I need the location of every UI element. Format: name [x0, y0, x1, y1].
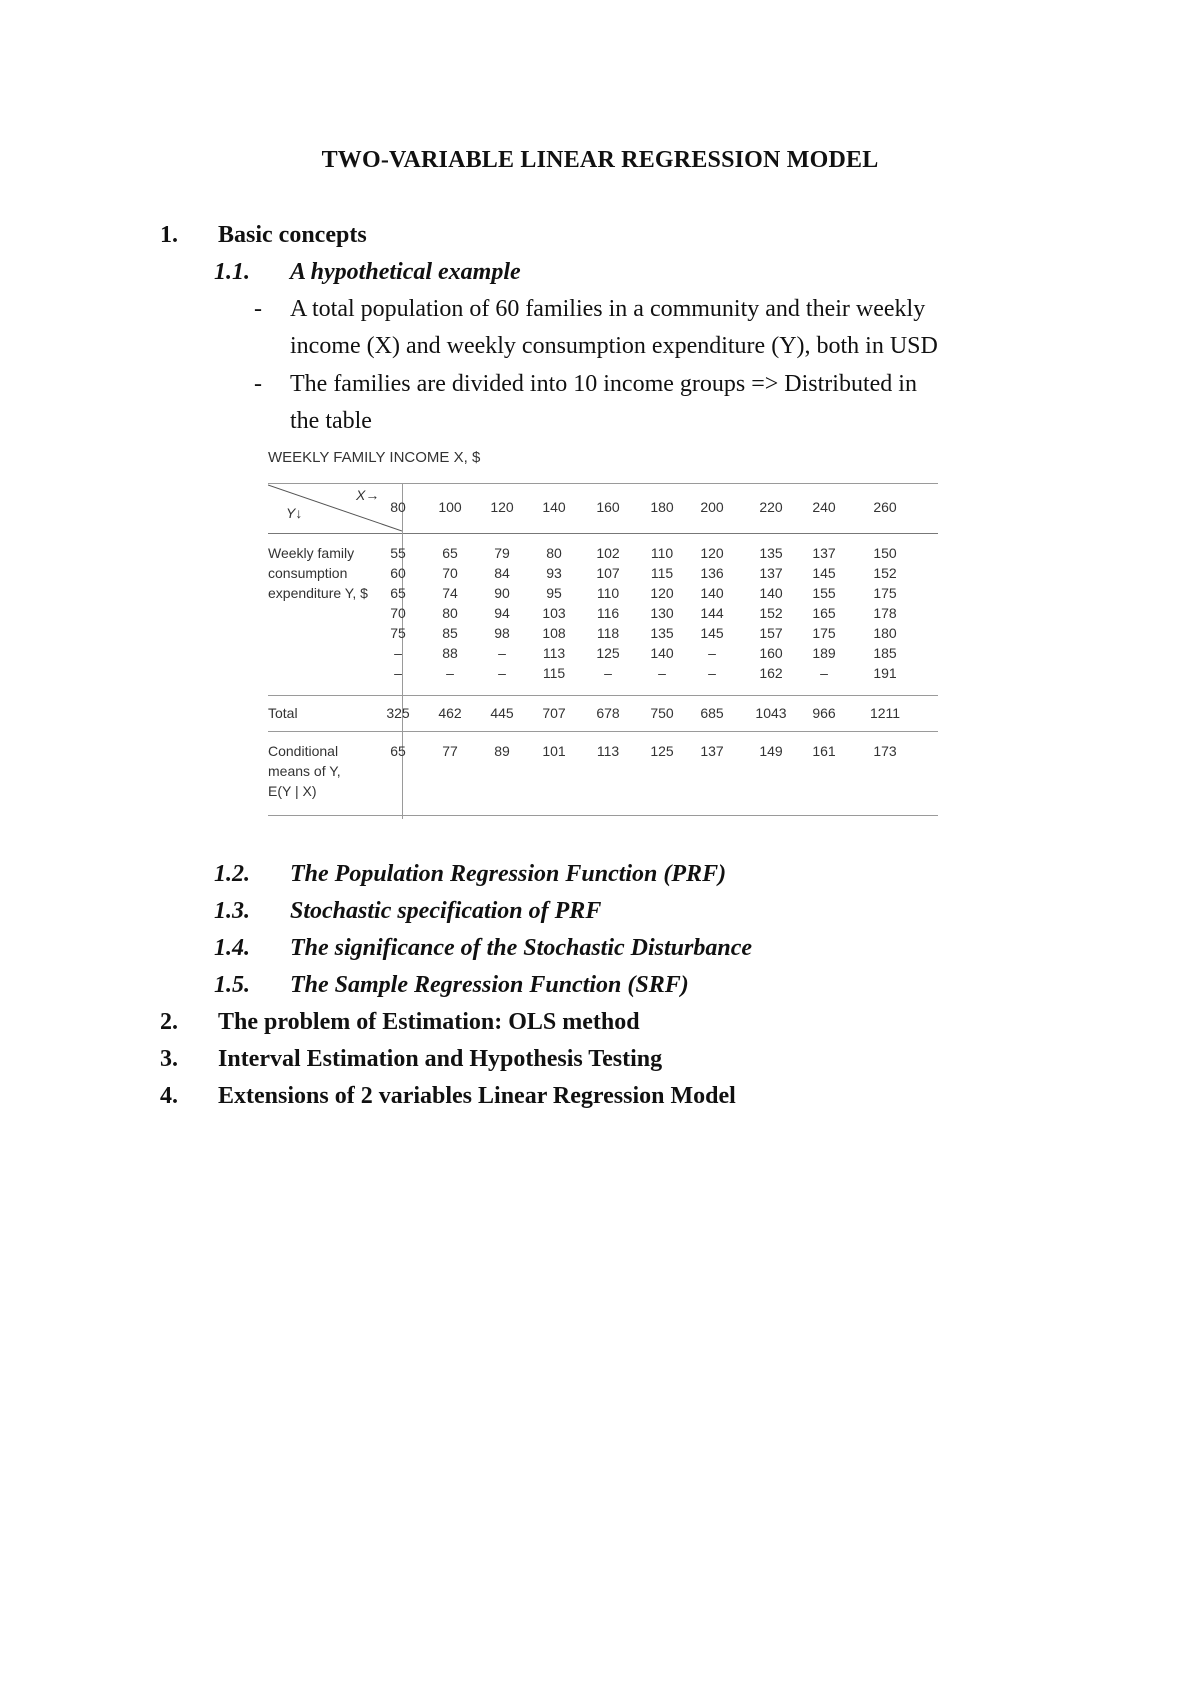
- expenditure-cell: 102: [596, 545, 620, 561]
- subsection-number: 1.1.: [214, 259, 250, 285]
- expenditure-cell: 93: [546, 565, 562, 581]
- total-cell: 445: [490, 705, 514, 721]
- section-number: 3.: [160, 1046, 178, 1072]
- expenditure-row-label: [268, 543, 368, 603]
- expenditure-cell: 65: [390, 585, 406, 601]
- expenditure-cell: –: [604, 665, 612, 681]
- expenditure-cell: 155: [812, 585, 836, 601]
- expenditure-cell: 175: [812, 625, 836, 641]
- expenditure-cell: 115: [542, 665, 566, 681]
- subsection-number: 1.2.: [214, 861, 250, 887]
- row-label-line: Conditional: [268, 743, 339, 759]
- section-label: Interval Estimation and Hypothesis Testing: [218, 1046, 663, 1072]
- income-cell: 140: [542, 499, 566, 515]
- income-cell: 220: [759, 499, 783, 515]
- total-cell: 462: [438, 705, 462, 721]
- expenditure-cell: 80: [442, 605, 458, 621]
- expenditure-cell: 136: [700, 565, 724, 581]
- total-cell: 1043: [755, 705, 787, 721]
- expenditure-cell: 120: [700, 545, 724, 561]
- subsection-label: The Sample Regression Function (SRF): [290, 972, 689, 998]
- income-cell: 180: [650, 499, 674, 515]
- expenditure-cell: 185: [873, 645, 897, 661]
- income-cell: 260: [873, 499, 897, 515]
- income-cell: 80: [390, 499, 406, 515]
- expenditure-cell: 84: [494, 565, 510, 581]
- expenditure-cell: 175: [873, 585, 897, 601]
- mean-cell: 65: [390, 743, 406, 759]
- expenditure-cell: –: [708, 645, 716, 661]
- mean-cell: 125: [650, 743, 674, 759]
- expenditure-cell: 94: [494, 605, 510, 621]
- table-header-rule: [268, 533, 938, 534]
- table-caption: WEEKLY FAMILY INCOME X, $: [268, 449, 481, 466]
- subsection-label: Stochastic specification of PRF: [290, 898, 602, 924]
- total-cell: 750: [650, 705, 674, 721]
- table-total-rule-top: [268, 695, 938, 696]
- income-expenditure-table: [268, 449, 938, 819]
- row-label-line: means of Y,: [268, 763, 341, 779]
- expenditure-cell: 88: [442, 645, 458, 661]
- section-label: The problem of Estimation: OLS method: [218, 1009, 640, 1035]
- expenditure-cell: 137: [812, 545, 836, 561]
- mean-cell: 113: [596, 743, 620, 759]
- mean-cell: 173: [873, 743, 897, 759]
- expenditure-cell: 140: [700, 585, 724, 601]
- expenditure-cell: 60: [390, 565, 406, 581]
- expenditure-cell: –: [498, 645, 506, 661]
- expenditure-cell: 165: [812, 605, 836, 621]
- expenditure-cell: 55: [390, 545, 406, 561]
- expenditure-cell: 98: [494, 625, 510, 641]
- expenditure-cell: 140: [650, 645, 674, 661]
- section-label: Extensions of 2 variables Linear Regression Model: [218, 1083, 736, 1109]
- expenditure-cell: 79: [494, 545, 510, 561]
- expenditure-cell: 118: [596, 625, 620, 641]
- expenditure-cell: 107: [596, 565, 620, 581]
- bullet-text: A total population of 60 families in a community and their weekly: [290, 296, 926, 322]
- bullet-dash: -: [254, 371, 262, 397]
- expenditure-cell: 150: [873, 545, 897, 561]
- income-cell: 120: [490, 499, 514, 515]
- income-cell: 160: [596, 499, 620, 515]
- total-cell: 678: [596, 705, 620, 721]
- mean-cell: 149: [759, 743, 783, 759]
- subsection-number: 1.4.: [214, 935, 250, 961]
- expenditure-cell: 191: [873, 665, 897, 681]
- expenditure-cell: 103: [542, 605, 566, 621]
- mean-cell: 77: [442, 743, 458, 759]
- expenditure-cell: 125: [596, 645, 620, 661]
- subsection-number: 1.5.: [214, 972, 250, 998]
- income-cell: 100: [438, 499, 462, 515]
- expenditure-cell: 152: [873, 565, 897, 581]
- expenditure-cell: 162: [759, 665, 783, 681]
- expenditure-cell: –: [708, 665, 716, 681]
- expenditure-cell: 140: [759, 585, 783, 601]
- expenditure-cell: 137: [759, 565, 783, 581]
- expenditure-cell: 144: [700, 605, 724, 621]
- expenditure-cell: 70: [442, 565, 458, 581]
- expenditure-cell: 160: [759, 645, 783, 661]
- expenditure-cell: 90: [494, 585, 510, 601]
- total-cell: 685: [700, 705, 724, 721]
- expenditure-cell: 180: [873, 625, 897, 641]
- bullet-text-cont: income (X) and weekly consumption expenditure (Y), both in USD: [290, 333, 938, 359]
- total-cell: 966: [812, 705, 836, 721]
- expenditure-cell: 80: [546, 545, 562, 561]
- mean-cell: 101: [542, 743, 566, 759]
- subsection-label: The Population Regression Function (PRF): [290, 861, 727, 887]
- section-label: Basic concepts: [218, 222, 367, 248]
- expenditure-cell: –: [394, 665, 402, 681]
- expenditure-cell: 178: [873, 605, 897, 621]
- mean-cell: 161: [812, 743, 836, 759]
- expenditure-cell: –: [820, 665, 828, 681]
- expenditure-cell: 65: [442, 545, 458, 561]
- row-label-line: Weekly family: [268, 545, 355, 561]
- expenditure-cell: 74: [442, 585, 458, 601]
- income-cell: 240: [812, 499, 836, 515]
- total-cell: 325: [386, 705, 410, 721]
- total-cell: 1211: [869, 705, 901, 721]
- section-number: 1.: [160, 222, 178, 248]
- expenditure-cell: 113: [542, 645, 566, 661]
- expenditure-cell: 135: [650, 625, 674, 641]
- total-cell: 707: [542, 705, 566, 721]
- subsection-number: 1.3.: [214, 898, 250, 924]
- expenditure-cell: 115: [650, 565, 674, 581]
- expenditure-cell: –: [658, 665, 666, 681]
- means-row-label: [268, 741, 341, 801]
- expenditure-cell: 152: [759, 605, 783, 621]
- expenditure-cell: –: [498, 665, 506, 681]
- x-axis-label: X→: [356, 487, 380, 503]
- expenditure-cell: 135: [759, 545, 783, 561]
- expenditure-cell: 110: [596, 585, 620, 601]
- bullet-text: The families are divided into 10 income groups => Distributed in: [290, 371, 917, 397]
- y-axis-label: Y↓: [286, 505, 303, 521]
- expenditure-cell: 145: [700, 625, 724, 641]
- row-label-line: E(Y | X): [268, 783, 317, 799]
- bullet-text-cont: the table: [290, 408, 372, 434]
- expenditure-cell: 130: [650, 605, 674, 621]
- bullet-dash: -: [254, 296, 262, 322]
- expenditure-cell: 85: [442, 625, 458, 641]
- expenditure-cell: 108: [542, 625, 566, 641]
- row-label-line: expenditure Y, $: [268, 585, 368, 601]
- expenditure-cell: –: [446, 665, 454, 681]
- expenditure-cell: –: [394, 645, 402, 661]
- mean-cell: 89: [494, 743, 510, 759]
- subsection-label: A hypothetical example: [290, 259, 521, 285]
- expenditure-cell: 120: [650, 585, 674, 601]
- expenditure-cell: 70: [390, 605, 406, 621]
- table-total-rule-bottom: [268, 731, 938, 732]
- total-row-label: Total: [268, 705, 298, 721]
- subsection-label: The significance of the Stochastic Disturbance: [290, 935, 752, 961]
- income-cell: 200: [700, 499, 724, 515]
- expenditure-cell: 116: [596, 605, 620, 621]
- expenditure-cell: 110: [650, 545, 674, 561]
- row-label-line: consumption: [268, 565, 348, 581]
- mean-cell: 137: [700, 743, 724, 759]
- expenditure-cell: 189: [812, 645, 836, 661]
- expenditure-cell: 145: [812, 565, 836, 581]
- section-number: 2.: [160, 1009, 178, 1035]
- expenditure-cell: 95: [546, 585, 562, 601]
- expenditure-cell: 157: [759, 625, 783, 641]
- expenditure-cell: 75: [390, 625, 406, 641]
- table-bottom-rule: [268, 815, 938, 816]
- page-title: TWO-VARIABLE LINEAR REGRESSION MODEL: [321, 147, 879, 173]
- section-number: 4.: [160, 1083, 178, 1109]
